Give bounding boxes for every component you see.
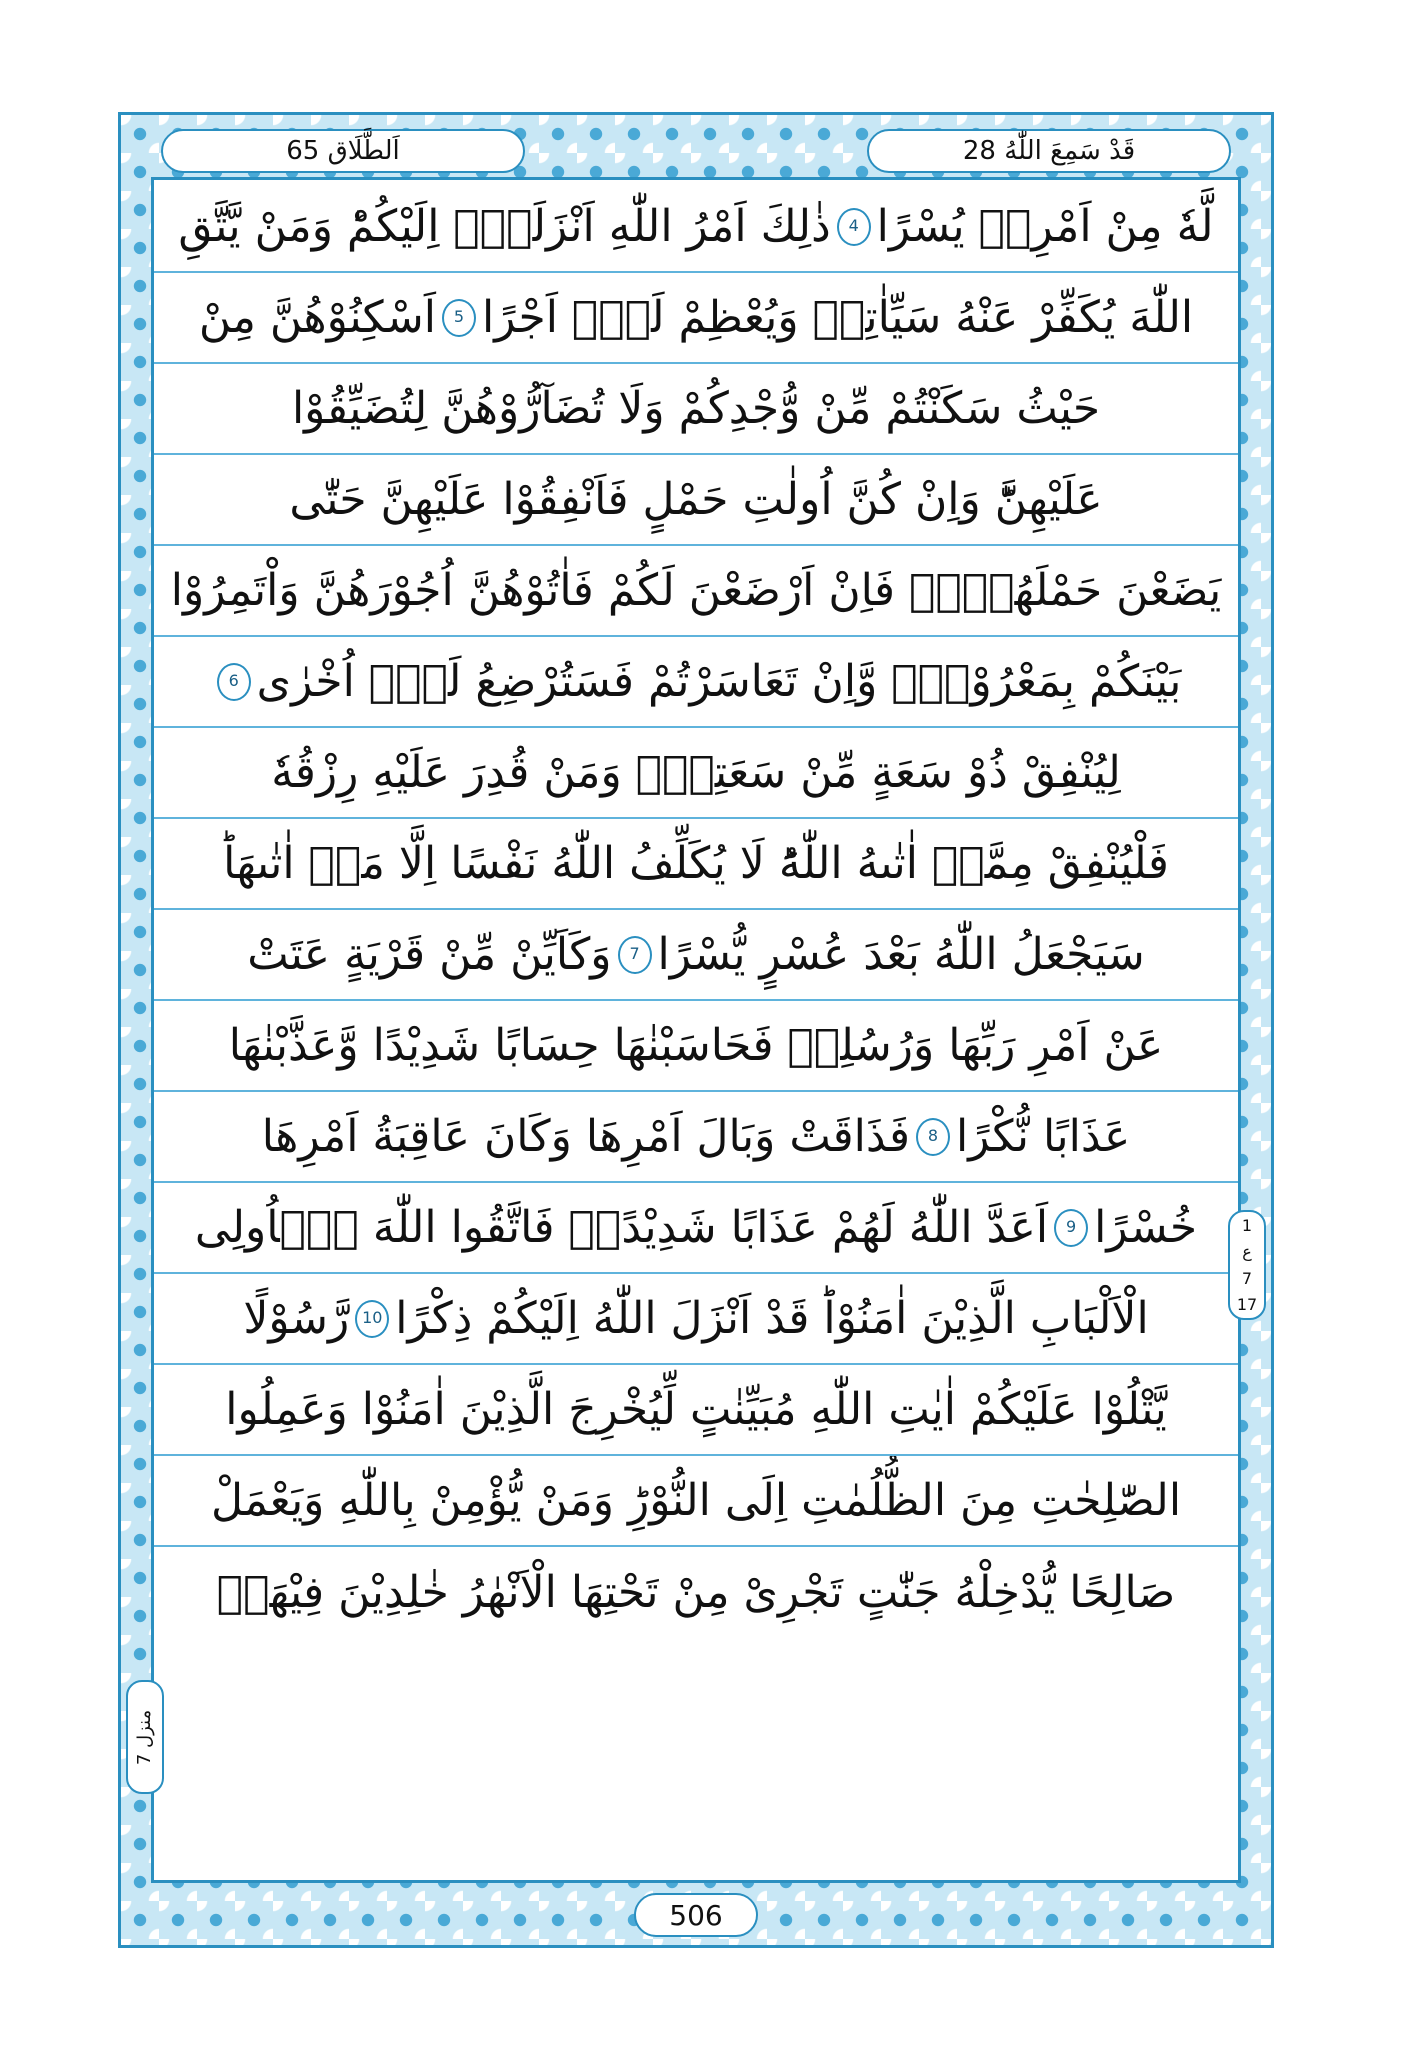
verse-text: اَعَدَّ اللّٰهُ لَهُمْ عَذَابًا شَدِيْدًاۙ فَاتَّقُوا اللّٰهَ يٰۤاُولِى: [194, 1202, 1049, 1253]
verse-text: عَذَابًا نُّكْرًا: [955, 1111, 1131, 1162]
verse-text: بَيْنَكُمْ بِمَعْرُوْفٍۚ وَّاِنْ تَعَاسَرْتُمْ فَسَتُرْضِعُ لَهٗۤ اُخْرٰى: [256, 656, 1182, 707]
verse-text: لِيُنْفِقْ ذُوْ سَعَةٍ مِّنْ سَعَتِهٖؕ وَمَنْ قُدِرَ عَلَيْهِ رِزْقُهٗ: [271, 747, 1121, 798]
verse-text: اللّٰهَ يُكَفِّرْ عَنْهُ سَيِّاٰتِهٖ وَيُعْظِمْ لَهٗۤ اَجْرًا: [482, 292, 1194, 343]
text-line: [154, 910, 1238, 1001]
ayah-number-marker: 8: [916, 1118, 950, 1156]
verse-text: صَالِحًا يُّدْخِلْهُ جَنّٰتٍ تَجْرِىْ مِنْ تَحْتِهَا الْاَنْهٰرُ خٰلِدِيْنَ فِيْهَاۤ: [216, 1567, 1176, 1618]
verse-text: سَيَجْعَلُ اللّٰهُ بَعْدَ عُسْرٍ يُّسْرًا: [657, 929, 1145, 980]
verse-text: فَلْيُنْفِقْ مِمَّاۤ اٰتٰىهُ اللّٰهُؕ لَا يُكَلِّفُ اللّٰهُ نَفْسًا اِلَّا مَاۤ اٰتٰىهَاؕ: [223, 838, 1169, 889]
verse-text: حَيْثُ سَكَنْتُمْ مِّنْ وُّجْدِكُمْ وَلَا تُضَآرُّوْهُنَّ لِتُضَيِّقُوْا: [291, 383, 1101, 434]
surah-name: اَلطَّلَاق 65: [286, 136, 400, 166]
ayah-number-marker: 5: [442, 299, 476, 337]
text-area: [134, 177, 1258, 1883]
text-line: [154, 1092, 1238, 1183]
verse-text: وَكَاَيِّنْ مِّنْ قَرْيَةٍ عَتَتْ: [247, 929, 612, 980]
verse-text: الْاَلْبَابِ الَّذِيْنَ اٰمَنُوْاؕ قَدْ اَنْزَلَ اللّٰهُ اِلَيْكُمْ ذِكْرًا: [395, 1293, 1149, 1344]
ayah-number-marker: 9: [1054, 1209, 1088, 1247]
text-line: [154, 1365, 1238, 1456]
verse-text: رَّسُوْلًا: [243, 1293, 350, 1344]
juz-name: قَدْ سَمِعَ اللّٰهُ 28: [962, 136, 1136, 166]
ruku-bottom: 17: [1236, 1295, 1258, 1315]
page-frame: [118, 112, 1274, 1948]
verse-text: يَضَعْنَ حَمْلَهُنَّۚ فَاِنْ اَرْضَعْنَ لَكُمْ فَاٰتُوْهُنَّ اُجُوْرَهُنَّ وَاْتَمِرُوْا: [170, 565, 1222, 616]
verse-text: ذٰلِكَ اَمْرُ اللّٰهِ اَنْزَلَهٗۤ اِلَيْكُمْؕ وَمَنْ يَّتَّقِ: [178, 201, 831, 252]
surah-name-header: [161, 129, 525, 173]
text-line: [154, 819, 1238, 910]
text-line: [154, 1274, 1238, 1365]
verse-text: عَنْ اَمْرِ رَبِّهَا وَرُسُلِهٖ فَحَاسَبْنٰهَا حِسَابًا شَدِيْدًا وَّعَذَّبْنٰهَا: [228, 1020, 1164, 1071]
text-line: [154, 455, 1238, 546]
text-line: [154, 1547, 1238, 1638]
text-lines: [154, 180, 1238, 1880]
verse-text: يَّتْلُوْا عَلَيْكُمْ اٰيٰتِ اللّٰهِ مُبَيِّنٰتٍ لِّيُخْرِجَ الَّذِيْنَ اٰمَنُوْا وَعَمِلُوا: [225, 1384, 1167, 1435]
text-line: [154, 182, 1238, 273]
page-number-label: 506: [669, 1898, 723, 1932]
ruku-marker: [1228, 1210, 1266, 1320]
manzil-label: منزل 7: [134, 1709, 156, 1765]
page-number: [634, 1893, 758, 1937]
manzil-marker: [126, 1680, 164, 1794]
text-line: [154, 364, 1238, 455]
text-line: [154, 637, 1238, 728]
verse-text: عَلَيْهِنَّؕ وَاِنْ كُنَّ اُولٰتِ حَمْلٍ فَاَنْفِقُوْا عَلَيْهِنَّ حَتّٰى: [289, 474, 1103, 525]
text-line: [154, 1183, 1238, 1274]
ayah-number-marker: 4: [837, 208, 871, 246]
verse-text: خُسْرًا: [1094, 1202, 1198, 1253]
verse-text: لَّهٗ مِنْ اَمْرِهٖ يُسْرًا: [876, 201, 1214, 252]
ayah-number-marker: 7: [618, 936, 652, 974]
juz-name-header: [867, 129, 1231, 173]
text-line: [154, 1456, 1238, 1547]
verse-text: اَسْكِنُوْهُنَّ مِنْ: [198, 292, 436, 343]
ayah-number-marker: 10: [355, 1300, 389, 1338]
ruku-sign: ع: [1242, 1242, 1252, 1262]
text-line: [154, 728, 1238, 819]
ruku-number: 7: [1241, 1268, 1253, 1288]
verse-text: فَذَاقَتْ وَبَالَ اَمْرِهَا وَكَانَ عَاقِبَةُ اَمْرِهَا: [261, 1111, 910, 1162]
ruku-top: 1: [1241, 1215, 1253, 1235]
text-line: [154, 546, 1238, 637]
text-line: [154, 1001, 1238, 1092]
ayah-number-marker: 6: [217, 663, 251, 701]
verse-text: الصّٰلِحٰتِ مِنَ الظُّلُمٰتِ اِلَى النُّوْرِؕ وَمَنْ يُّؤْمِنْ بِاللّٰهِ وَيَعْمَلْ: [210, 1475, 1182, 1526]
text-line: [154, 273, 1238, 364]
